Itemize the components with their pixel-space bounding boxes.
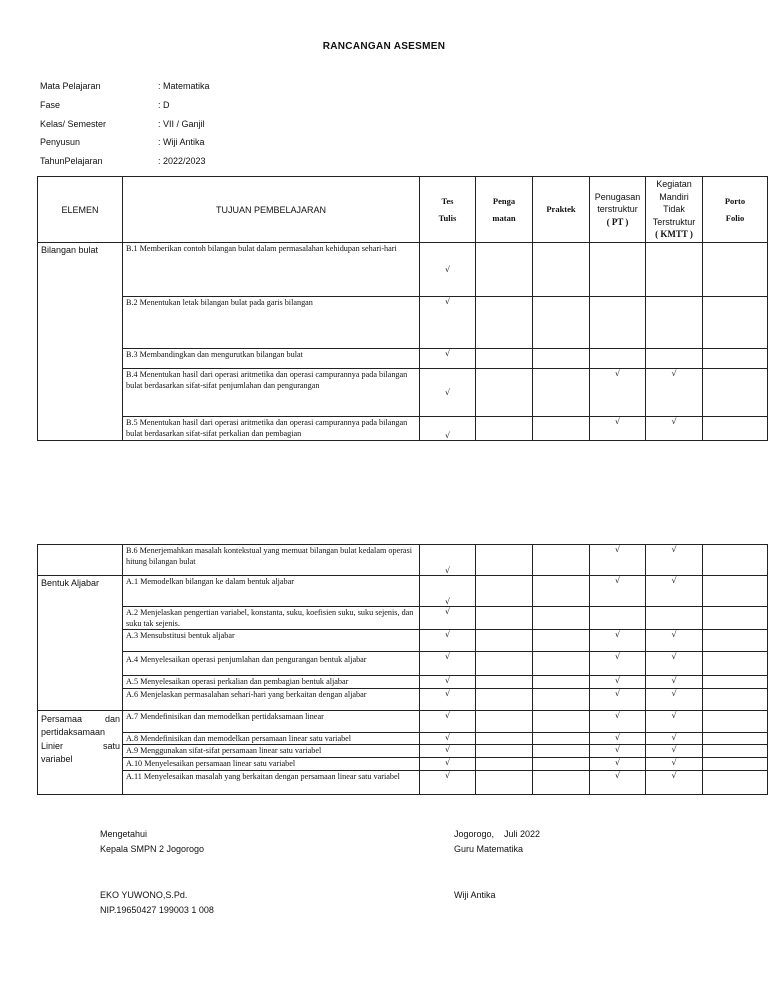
check-mark: √ bbox=[590, 545, 646, 576]
empty-cell bbox=[533, 576, 590, 607]
header-line: Tes bbox=[441, 195, 454, 206]
empty-cell bbox=[646, 349, 703, 369]
table-row bbox=[38, 688, 768, 710]
signature-left-name: EKO YUWONO,S.Pd. bbox=[100, 890, 188, 900]
empty-cell bbox=[646, 607, 703, 630]
check-mark: √ bbox=[420, 688, 476, 710]
tujuan-cell: A.4 Menyelesaikan operasi penjumlahan dan pengurangan bentuk aljabar bbox=[123, 652, 420, 676]
check-mark: √ bbox=[646, 745, 703, 758]
signature-left-label1: Mengetahui bbox=[100, 829, 148, 839]
check-mark: √ bbox=[420, 349, 476, 369]
empty-cell bbox=[533, 545, 590, 576]
check-mark: √ bbox=[590, 652, 646, 676]
header-line: Porto bbox=[724, 195, 746, 206]
header-praktek: Praktek bbox=[533, 177, 590, 243]
empty-cell bbox=[476, 545, 533, 576]
check-mark: √ bbox=[420, 710, 476, 732]
check-mark: √ bbox=[420, 369, 476, 417]
empty-cell bbox=[703, 732, 768, 745]
check-mark: √ bbox=[420, 652, 476, 676]
empty-cell bbox=[703, 349, 768, 369]
empty-cell bbox=[476, 652, 533, 676]
elemen-cell: Bentuk Aljabar bbox=[38, 576, 123, 711]
check-mark: √ bbox=[420, 745, 476, 758]
empty-cell bbox=[533, 652, 590, 676]
check-mark: √ bbox=[420, 243, 476, 297]
table-row bbox=[38, 417, 768, 441]
empty-cell bbox=[703, 710, 768, 732]
empty-cell bbox=[533, 369, 590, 417]
header-line: Penga bbox=[492, 195, 516, 206]
elemen-line: pertidaksamaan bbox=[41, 727, 106, 738]
header-line: Penugasan bbox=[594, 191, 641, 202]
elemen-line: Linier satu bbox=[41, 740, 120, 751]
empty-cell bbox=[533, 732, 590, 745]
empty-cell bbox=[703, 630, 768, 652]
header-line: matan bbox=[492, 212, 516, 223]
empty-cell bbox=[476, 732, 533, 745]
empty-cell bbox=[533, 745, 590, 758]
empty-cell bbox=[476, 757, 533, 770]
tujuan-cell: A.2 Menjelaskan pengertian variabel, konstanta, suku, koefisien suku, suku sejenis, dan suku tak sejenis. bbox=[123, 607, 420, 630]
check-mark: √ bbox=[646, 676, 703, 689]
empty-cell bbox=[533, 243, 590, 297]
empty-cell bbox=[703, 652, 768, 676]
check-mark: √ bbox=[590, 770, 646, 794]
page-title: RANCANGAN ASESMEN bbox=[322, 41, 446, 52]
check-mark: √ bbox=[646, 757, 703, 770]
empty-cell bbox=[590, 243, 646, 297]
header-pengamatan bbox=[476, 177, 533, 243]
empty-cell bbox=[533, 676, 590, 689]
empty-cell bbox=[703, 369, 768, 417]
tujuan-cell: B.4 Menentukan hasil dari operasi aritmetika dan operasi campurannya pada bilangan bulat berdasarkan sifat-sifat penjumlahan dan pengurangan bbox=[123, 369, 420, 417]
table-row bbox=[38, 607, 768, 630]
empty-cell bbox=[703, 676, 768, 689]
empty-cell bbox=[703, 576, 768, 607]
table-row bbox=[38, 652, 768, 676]
empty-cell bbox=[533, 297, 590, 349]
signature-left-nip: NIP.19650427 199003 1 008 bbox=[100, 905, 214, 915]
empty-cell bbox=[646, 243, 703, 297]
check-mark: √ bbox=[590, 745, 646, 758]
elemen-line: Persamaa dan bbox=[41, 713, 120, 724]
table-row bbox=[38, 732, 768, 745]
check-mark: √ bbox=[420, 630, 476, 652]
meta-key: Penyusun bbox=[40, 137, 81, 148]
empty-cell bbox=[703, 297, 768, 349]
check-mark: √ bbox=[590, 688, 646, 710]
check-mark: √ bbox=[590, 732, 646, 745]
empty-cell bbox=[533, 710, 590, 732]
table-row bbox=[38, 369, 768, 417]
header-line: Tulis bbox=[438, 212, 457, 223]
check-mark: √ bbox=[590, 757, 646, 770]
table-row bbox=[38, 676, 768, 689]
tujuan-cell: A.11 Menyelesaikan masalah yang berkaitan dengan persamaan linear satu variabel bbox=[123, 770, 420, 794]
header-tujuan: TUJUAN PEMBELAJARAN bbox=[123, 177, 420, 243]
check-mark: √ bbox=[646, 576, 703, 607]
empty-cell bbox=[703, 607, 768, 630]
check-mark: √ bbox=[420, 607, 476, 630]
meta-key: Kelas/ Semester bbox=[40, 118, 107, 129]
check-mark: √ bbox=[420, 770, 476, 794]
empty-cell bbox=[476, 676, 533, 689]
empty-cell bbox=[590, 607, 646, 630]
empty-cell bbox=[703, 243, 768, 297]
empty-cell bbox=[476, 710, 533, 732]
tujuan-cell: A.5 Menyelesaikan operasi perkalian dan pembagian bentuk aljabar bbox=[123, 676, 420, 689]
tujuan-cell: B.2 Menentukan letak bilangan bulat pada garis bilangan bbox=[123, 297, 420, 349]
check-mark: √ bbox=[646, 710, 703, 732]
tujuan-cell: A.7 Mendefinisikan dan memodelkan pertidaksamaan linear bbox=[123, 710, 420, 732]
signature-right-name: Wiji Antika bbox=[454, 890, 496, 900]
table-row bbox=[38, 770, 768, 794]
signature-right-date: Jogorogo, Juli 2022 bbox=[454, 829, 541, 839]
header-line: Mandiri bbox=[659, 191, 689, 202]
tujuan-cell: A.1 Memodelkan bilangan ke dalam bentuk aljabar bbox=[123, 576, 420, 607]
empty-cell bbox=[590, 349, 646, 369]
empty-cell bbox=[476, 630, 533, 652]
check-mark: √ bbox=[590, 369, 646, 417]
table-row bbox=[38, 243, 768, 297]
empty-cell bbox=[533, 757, 590, 770]
empty-cell bbox=[476, 770, 533, 794]
check-mark: √ bbox=[420, 545, 476, 576]
empty-cell bbox=[703, 545, 768, 576]
check-mark: √ bbox=[420, 417, 476, 441]
check-mark: √ bbox=[646, 369, 703, 417]
elemen-cell: Bilangan bulat bbox=[38, 243, 123, 441]
tujuan-cell: A.8 Mendefinisikan dan memodelkan persamaan linear satu variabel bbox=[123, 732, 420, 745]
header-line: Tidak bbox=[663, 204, 685, 215]
meta-value: : VII / Ganjil bbox=[158, 118, 205, 129]
empty-cell bbox=[703, 417, 768, 441]
header-line: Kegiatan bbox=[656, 179, 692, 190]
table-row bbox=[38, 545, 768, 576]
empty-cell bbox=[533, 770, 590, 794]
table-row bbox=[38, 710, 768, 732]
check-mark: √ bbox=[646, 770, 703, 794]
tujuan-cell: B.5 Menentukan hasil dari operasi aritmetika dan operasi campurannya pada bilangan bulat berdasarkan sifat-sifat perkalian dan pembagian bbox=[123, 417, 420, 441]
check-mark: √ bbox=[420, 576, 476, 607]
empty-cell bbox=[533, 688, 590, 710]
header-line: Terstruktur bbox=[652, 216, 696, 227]
check-mark: √ bbox=[420, 676, 476, 689]
meta-key: TahunPelajaran bbox=[40, 156, 103, 167]
tujuan-cell: A.10 Menyelesaikan persamaan linear satu variabel bbox=[123, 757, 420, 770]
assessment-table-part1 bbox=[37, 176, 768, 441]
meta-value: : D bbox=[158, 99, 170, 110]
check-mark: √ bbox=[646, 545, 703, 576]
header-penugasan bbox=[590, 177, 646, 243]
meta-value: : Matematika bbox=[158, 81, 210, 91]
tujuan-cell: A.3 Mensubstitusi bentuk aljabar bbox=[123, 630, 420, 652]
meta-value: : 2022/2023 bbox=[158, 156, 206, 167]
check-mark: √ bbox=[420, 732, 476, 745]
empty-cell bbox=[38, 545, 123, 576]
empty-cell bbox=[533, 417, 590, 441]
empty-cell bbox=[703, 770, 768, 794]
check-mark: √ bbox=[420, 297, 476, 349]
empty-cell bbox=[533, 349, 590, 369]
table-row bbox=[38, 576, 768, 607]
empty-cell bbox=[590, 297, 646, 349]
empty-cell bbox=[703, 745, 768, 758]
elemen-label bbox=[41, 713, 120, 767]
tujuan-cell: A.6 Menjelaskan permasalahan sehari-hari yang berkaitan dengan aljabar bbox=[123, 688, 420, 710]
check-mark: √ bbox=[590, 630, 646, 652]
table-row bbox=[38, 745, 768, 758]
check-mark: √ bbox=[646, 417, 703, 441]
empty-cell bbox=[533, 607, 590, 630]
empty-cell bbox=[533, 630, 590, 652]
signature-left-label2: Kepala SMPN 2 Jogorogo bbox=[100, 844, 205, 854]
header-line: terstruktur bbox=[597, 204, 638, 215]
check-mark: √ bbox=[590, 417, 646, 441]
tujuan-cell: A.9 Menggunakan sifat-sifat persamaan linear satu variabel bbox=[123, 745, 420, 758]
empty-cell bbox=[646, 297, 703, 349]
empty-cell bbox=[476, 369, 533, 417]
check-mark: √ bbox=[646, 630, 703, 652]
check-mark: √ bbox=[590, 676, 646, 689]
check-mark: √ bbox=[590, 576, 646, 607]
elemen-line: variabel bbox=[41, 754, 73, 765]
header-line: ( KMTT ) bbox=[655, 229, 693, 240]
empty-cell bbox=[476, 349, 533, 369]
table-header-row bbox=[38, 177, 768, 243]
meta-key: Mata Pelajaran bbox=[40, 81, 101, 91]
header-tes-tulis bbox=[420, 177, 476, 243]
empty-cell bbox=[476, 417, 533, 441]
table-row bbox=[38, 349, 768, 369]
signature-right-label: Guru Matematika bbox=[454, 844, 524, 854]
tujuan-cell: B.3 Membandingkan dan mengurutkan bilangan bulat bbox=[123, 349, 420, 369]
empty-cell bbox=[476, 688, 533, 710]
header-portofolio bbox=[703, 177, 768, 243]
empty-cell bbox=[476, 607, 533, 630]
meta-key: Fase bbox=[40, 99, 61, 110]
check-mark: √ bbox=[646, 652, 703, 676]
header-elemen: ELEMEN bbox=[38, 177, 123, 243]
check-mark: √ bbox=[646, 688, 703, 710]
assessment-table-part2 bbox=[37, 544, 768, 795]
check-mark: √ bbox=[420, 757, 476, 770]
table-row bbox=[38, 630, 768, 652]
empty-cell bbox=[476, 243, 533, 297]
empty-cell bbox=[476, 297, 533, 349]
tujuan-cell: B.1 Memberikan contoh bilangan bulat dalam permasalahan kehidupan sehari-hari bbox=[123, 243, 420, 297]
check-mark: √ bbox=[590, 710, 646, 732]
meta-value: : Wiji Antika bbox=[158, 137, 205, 148]
empty-cell bbox=[476, 745, 533, 758]
empty-cell bbox=[703, 688, 768, 710]
table-row bbox=[38, 297, 768, 349]
empty-cell bbox=[476, 576, 533, 607]
empty-cell bbox=[703, 757, 768, 770]
elemen-cell bbox=[38, 710, 123, 794]
header-kmtt bbox=[646, 177, 703, 243]
header-line: ( PT ) bbox=[606, 216, 629, 227]
header-line: Folio bbox=[725, 212, 745, 223]
table-row bbox=[38, 757, 768, 770]
check-mark: √ bbox=[646, 732, 703, 745]
tujuan-cell: B.6 Menerjemahkan masalah kontekstual yang memuat bilangan bulat kedalam operasi hitung bilangan bulat bbox=[123, 545, 420, 576]
